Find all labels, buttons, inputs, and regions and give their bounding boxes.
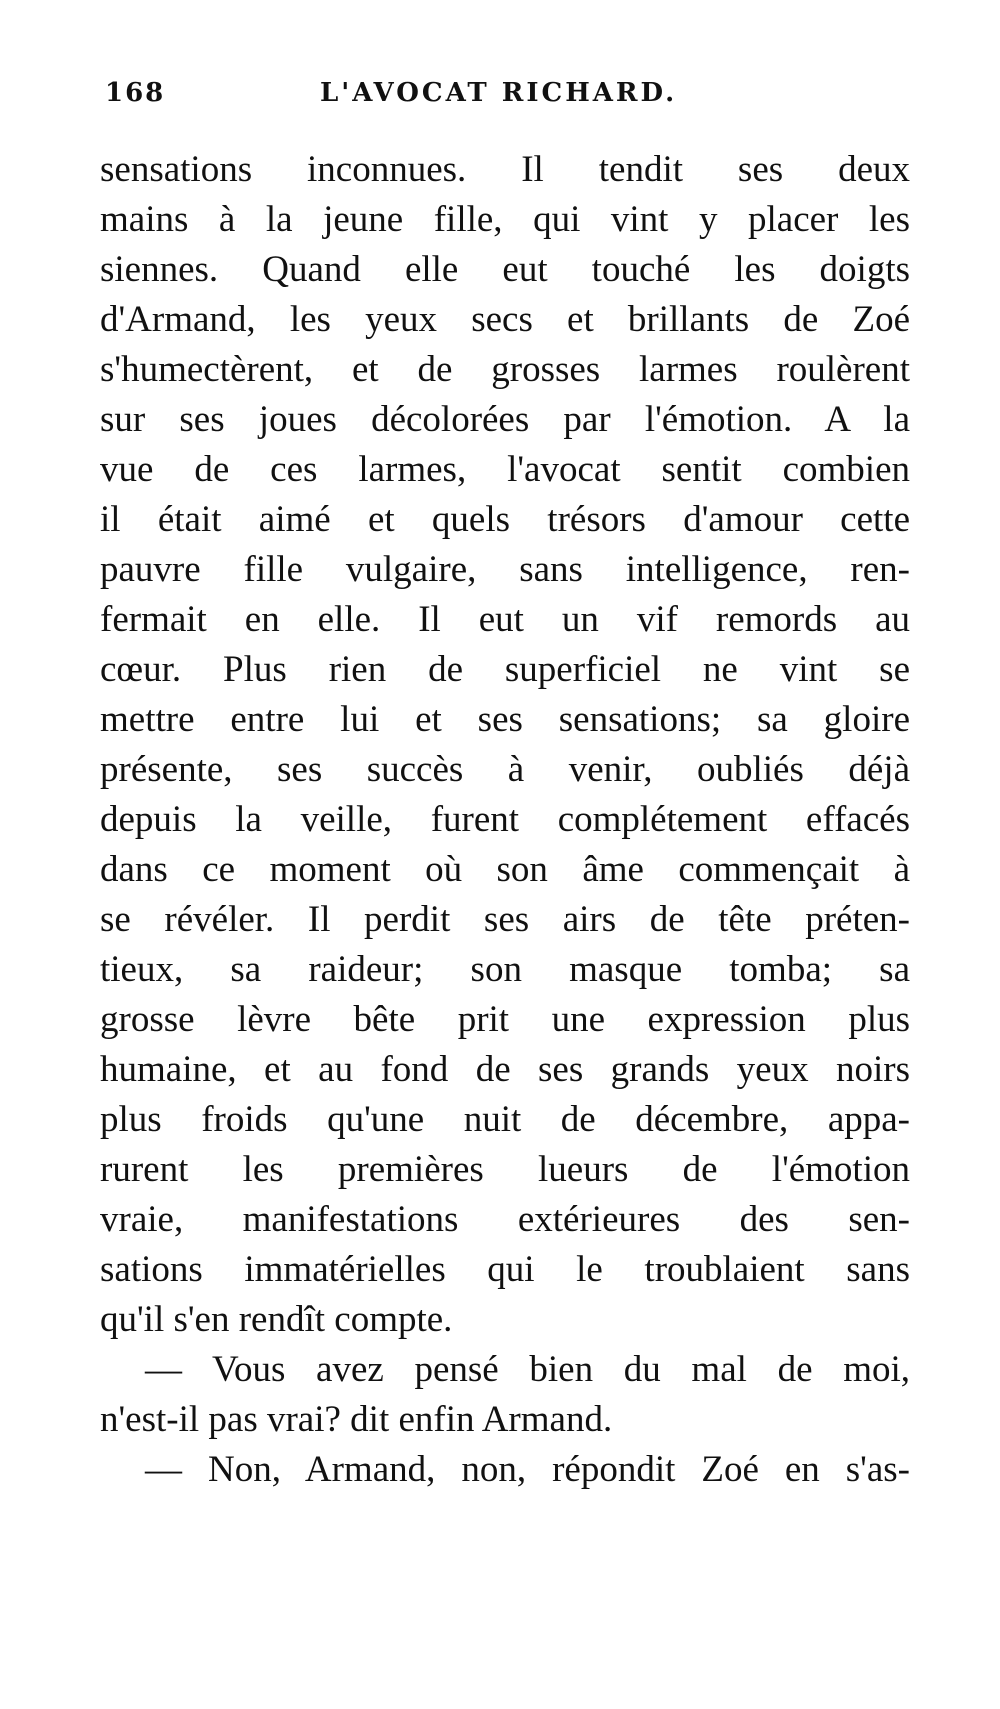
text-line: pauvre fille vulgaire, sans intelligence, ren- <box>100 549 910 590</box>
text-line: il était aimé et quels trésors d'amour cette <box>100 499 910 540</box>
text-line: s'humectèrent, et de grosses larmes roulèrent <box>100 349 910 390</box>
text-line: d'Armand, les yeux secs et brillants de Zoé <box>100 299 910 340</box>
text-line: se révéler. Il perdit ses airs de tête préten- <box>100 899 910 940</box>
text-line: sensations inconnues. Il tendit ses deux <box>100 149 910 190</box>
dialogue-line: — Non, Armand, non, répondit Zoé en s'as- <box>145 1449 910 1490</box>
text-line: n'est-il pas vrai? dit enfin Armand. <box>100 1399 613 1440</box>
page-number: 168 <box>105 78 166 108</box>
text-line: vue de ces larmes, l'avocat sentit combien <box>100 449 910 490</box>
text-line: rurent les premières lueurs de l'émotion <box>100 1149 910 1190</box>
text-line: vraie, manifestations extérieures des sen- <box>100 1199 910 1240</box>
text-line: mettre entre lui et ses sensations; sa gloire <box>100 699 910 740</box>
text-line: tieux, sa raideur; son masque tomba; sa <box>100 949 910 990</box>
body-text <box>100 145 910 1495</box>
dialogue-line: — Vous avez pensé bien du mal de moi, <box>145 1349 910 1390</box>
text-line: plus froids qu'une nuit de décembre, appa- <box>100 1099 910 1140</box>
text-line: fermait en elle. Il eut un vif remords au <box>100 599 910 640</box>
text-line: présente, ses succès à venir, oubliés déjà <box>100 749 910 790</box>
text-line: grosse lèvre bête prit une expression plus <box>100 999 910 1040</box>
text-line: depuis la veille, furent complétement effacés <box>100 799 910 840</box>
running-title: L'AVOCAT RICHARD. <box>320 78 678 108</box>
running-head <box>105 78 905 118</box>
text-line: humaine, et au fond de ses grands yeux noirs <box>100 1049 910 1090</box>
text-line: mains à la jeune fille, qui vint y placer les <box>100 199 910 240</box>
text-line: sations immatérielles qui le troublaient sans <box>100 1249 910 1290</box>
text-line: sur ses joues décolorées par l'émotion. A la <box>100 399 910 440</box>
text-line: siennes. Quand elle eut touché les doigts <box>100 249 910 290</box>
text-line: dans ce moment où son âme commençait à <box>100 849 910 890</box>
text-line: qu'il s'en rendît compte. <box>100 1299 453 1340</box>
text-line: cœur. Plus rien de superficiel ne vint se <box>100 649 910 690</box>
